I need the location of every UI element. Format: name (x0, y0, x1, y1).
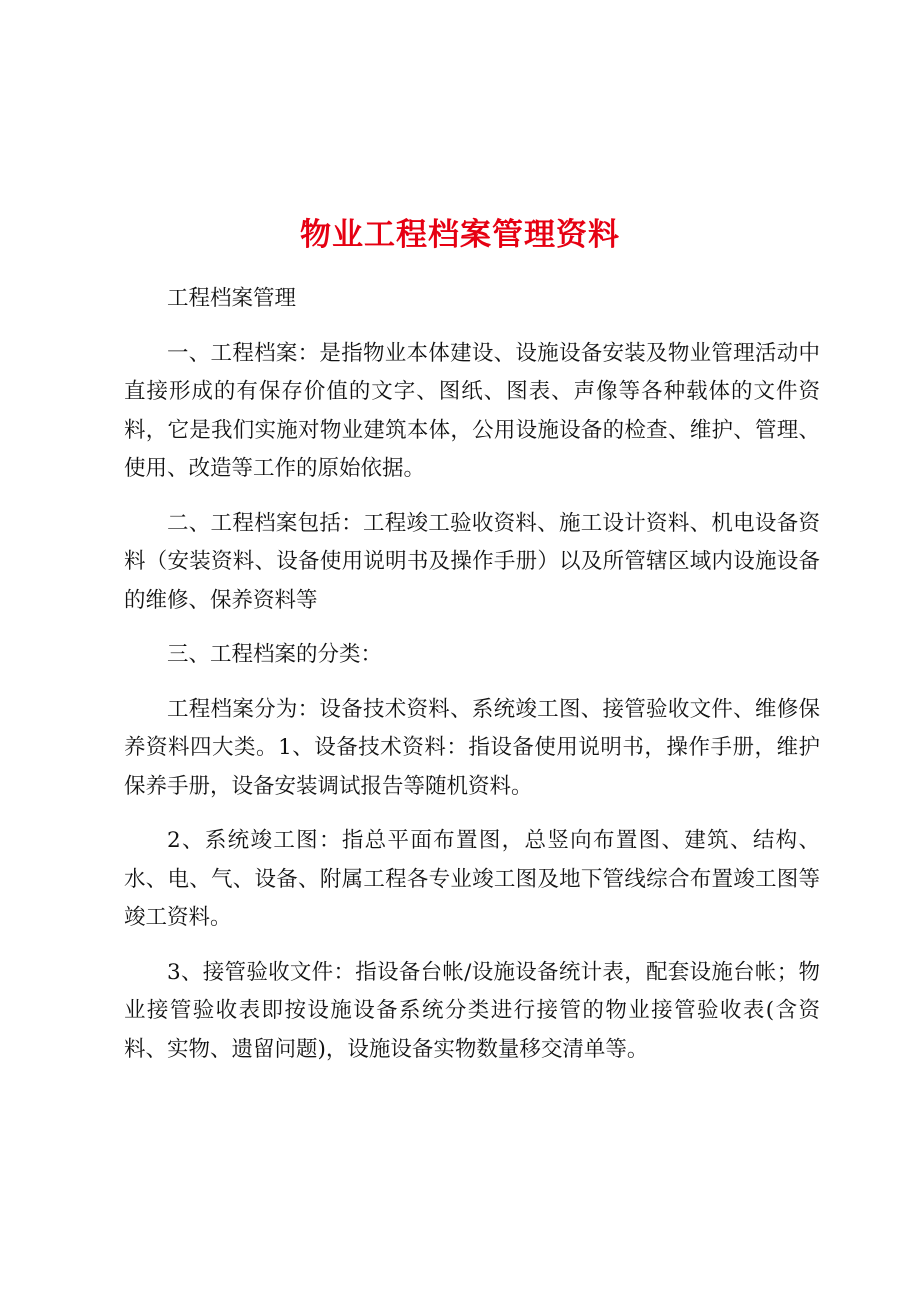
paragraph-as-built-drawings: 2、系统竣工图：指总平面布置图，总竖向布置图、建筑、结构、水、电、气、设备、附属工程各专业竣工图及地下管线综合布置竣工图等竣工资料。 (124, 828, 820, 930)
paragraph-acceptance-files: 3、接管验收文件：指设备台帐/设施设备统计表，配套设施台帐；物业接管验收表即按设施设备系统分类进行接管的物业接管验收表(含资料、实物、遗留问题)，设施设备实物数量移交清单等。 (124, 959, 820, 1062)
paragraph-classification: 工程档案分为：设备技术资料、系统竣工图、接管验收文件、维修保养资料四大类。1、设备技术资料：指设备使用说明书，操作手册，维护保养手册，设备安装调试报告等随机资料。 (124, 696, 820, 799)
document-title: 物业工程档案管理资料 (300, 216, 620, 253)
paragraph-definition: 一、工程档案：是指物业本体建设、设施设备安装及物业管理活动中直接形成的有保存价值的文字、图纸、图表、声像等各种载体的文件资料，它是我们实施对物业建筑本体，公用设施设备的检查、维护、管理、使用、改造等工作的原始依据。 (124, 340, 820, 481)
paragraph-heading: 工程档案管理 (167, 286, 297, 311)
paragraph-contents: 二、工程档案包括：工程竣工验收资料、施工设计资料、机电设备资料（安装资料、设备使用说明书及操作手册）以及所管辖区域内设施设备的维修、保养资料等 (124, 510, 820, 613)
paragraph-classification-heading: 三、工程档案的分类： (167, 642, 383, 667)
document-body (124, 280, 820, 1085)
